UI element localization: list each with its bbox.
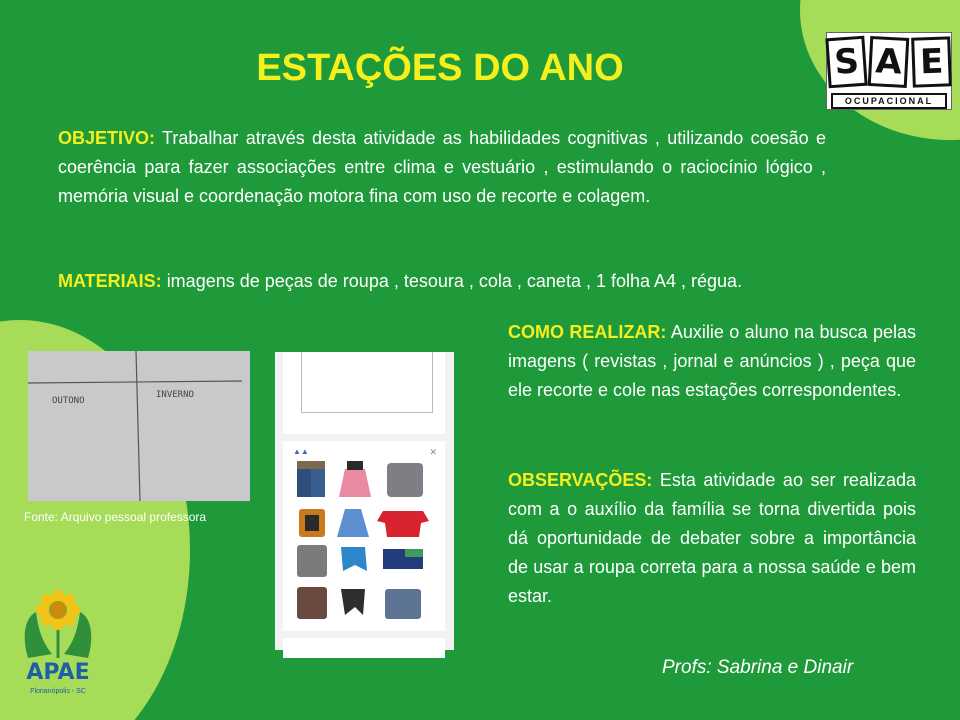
logo-letter: S	[825, 36, 868, 89]
logo-subtitle: OCUPACIONAL	[831, 93, 947, 109]
objective-label: OBJETIVO:	[58, 128, 156, 148]
clothing-images	[283, 441, 445, 631]
observations-text: Esta atividade ao ser realizada com a o auxílio da família se torna divertida pois dá oportunidade de debater sobre a importância de usar a roupa correta para a nossa saúde e bem estar.	[508, 470, 916, 606]
clothes-images-card	[283, 441, 445, 631]
how-to-paragraph	[508, 318, 916, 405]
photo-source-caption: Fonte: Arquivo pessoal professora	[24, 510, 207, 524]
materials-text: imagens de peças de roupa , tesoura , cola , caneta , 1 folha A4 , régua.	[166, 271, 743, 291]
materials-label: MATERIAIS:	[58, 271, 162, 291]
teachers-credit: Profs: Sabrina e Dinair	[662, 657, 854, 678]
objective-text: Trabalhar através desta atividade as habilidades cognitivas , utilizando coesão e coerência para fazer associações entre clima e vestuário , estimulando o raciocínio lógico , memória visual e coordenação motora fina com uso de recorte e colagem.	[58, 128, 826, 206]
how-to-label: COMO REALIZAR:	[508, 322, 667, 342]
observations-label: OBSERVAÇÕES:	[508, 470, 653, 490]
clothes-screenshot	[275, 352, 454, 650]
photo-label-inverno: INVERNO	[156, 390, 194, 400]
materials-paragraph	[58, 267, 918, 296]
site-logo-icon: ▲▲	[293, 447, 309, 456]
apae-name: APAE	[26, 660, 90, 685]
observations-paragraph	[508, 466, 916, 611]
apae-city: Florianópolis - SC	[30, 688, 86, 695]
next-card	[283, 638, 445, 658]
objective-paragraph	[58, 124, 826, 211]
sae-logo	[826, 32, 952, 110]
activity-sheet-photo	[28, 351, 250, 501]
how-to-text: Auxilie o aluno na busca pelas imagens ( revistas , jornal e anúncios ) , peça que ele recorte e cole nas estações correspondentes.	[508, 322, 916, 400]
logo-letter: E	[911, 36, 952, 87]
sunflower-hands-icon	[18, 588, 98, 660]
blank-card	[283, 352, 445, 434]
photo-label-outono: OUTONO	[52, 396, 85, 406]
slide-title: ESTAÇÕES DO ANO	[256, 47, 624, 89]
close-icon: ✕	[429, 447, 437, 457]
apae-logo	[18, 588, 144, 700]
logo-letter: A	[868, 36, 910, 88]
